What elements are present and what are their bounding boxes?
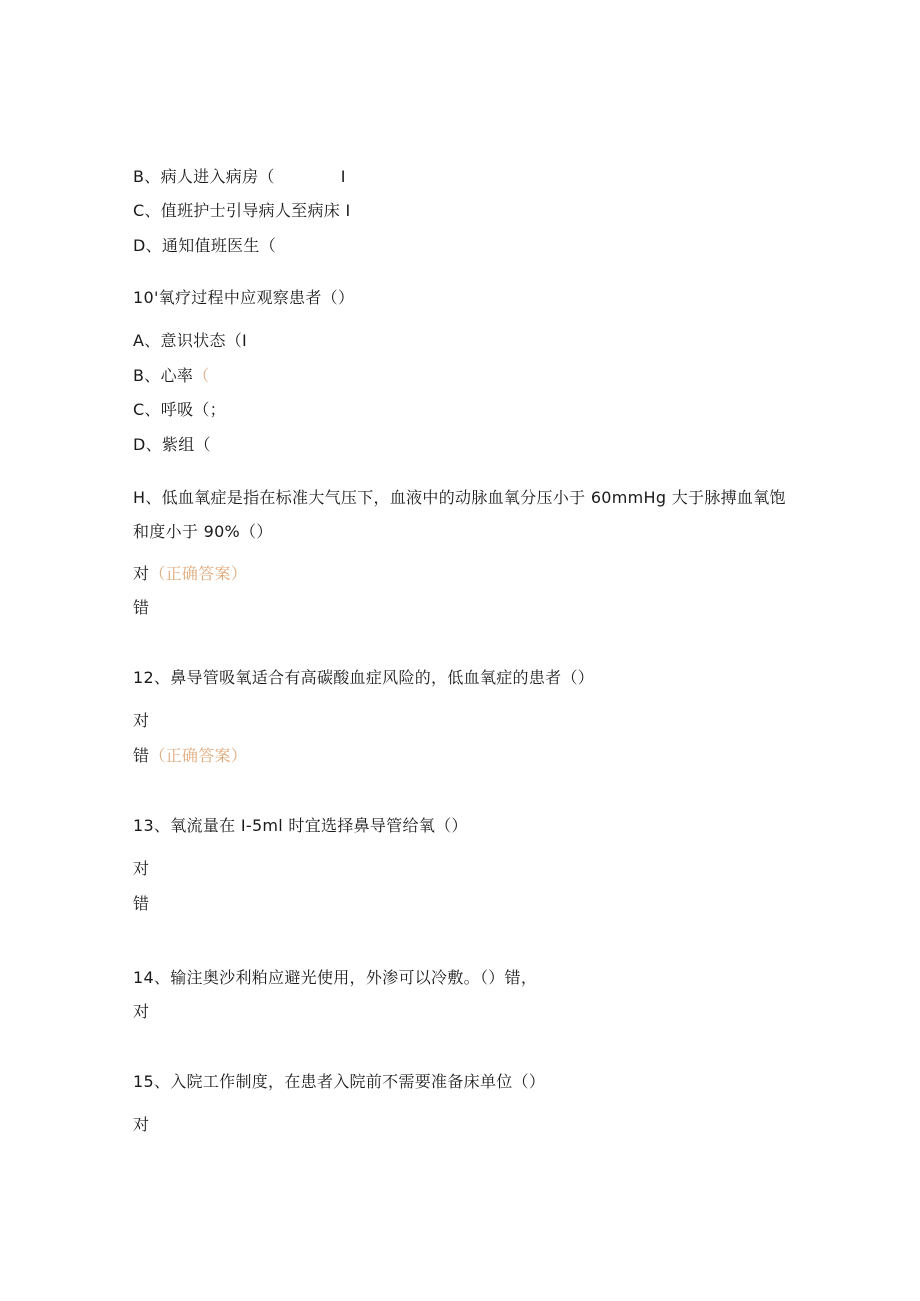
q9-option-b-text: B、病人进入病房（ (133, 167, 275, 186)
q12-correct-answer-tag: （正确答案） (149, 746, 248, 765)
q14-stem: 14、输注奥沙利粕应避光使用，外渗可以冷敷。（）错， (133, 968, 538, 987)
q12-false-label: 错 (133, 746, 150, 765)
q9-option-b (133, 166, 346, 188)
q10-option-d: D、紫组（ (133, 435, 211, 454)
q9-option-b-tail: I (340, 167, 346, 186)
q12-option-true: 对 (133, 711, 150, 730)
q10-option-b (133, 365, 210, 387)
q9-option-c: C、值班护士引导病人至病床 I (133, 201, 351, 220)
q15-option-true: 对 (133, 1115, 150, 1134)
q10-option-b-mark: （ (193, 366, 210, 385)
q14-option-true: 对 (133, 1002, 150, 1021)
q11-stem: H、低血氧症是指在标准大气压下，血液中的动脉血氧分压小于 60mmHg 大于脉搏血氧饱和度小于 90%（） (133, 488, 786, 541)
q10-option-a: A、意识状态（I (133, 331, 248, 350)
q10-option-b-text: B、心率 (133, 366, 194, 385)
q13-stem: 13、氧流量在 I-5ml 时宜选择鼻导管给氧（） (133, 816, 468, 835)
q12-option-false (133, 745, 247, 767)
q15-stem: 15、入院工作制度，在患者入院前不需要准备床单位（） (133, 1072, 546, 1091)
q11-option-false: 错 (133, 598, 150, 617)
q13-option-true: 对 (133, 859, 150, 878)
q11-correct-answer-tag: （正确答案） (149, 564, 248, 583)
q11-option-true (133, 563, 247, 585)
q12-stem: 12、鼻导管吸氧适合有高碳酸血症风险的，低血氧症的患者（） (133, 668, 595, 687)
q13-option-false: 错 (133, 894, 150, 913)
q10-stem: 10'氧疗过程中应观察患者（） (133, 288, 355, 307)
q11-true-label: 对 (133, 564, 150, 583)
q9-option-d: D、通知值班医生（ (133, 236, 277, 255)
q10-option-c: C、呼吸（； (133, 400, 226, 419)
